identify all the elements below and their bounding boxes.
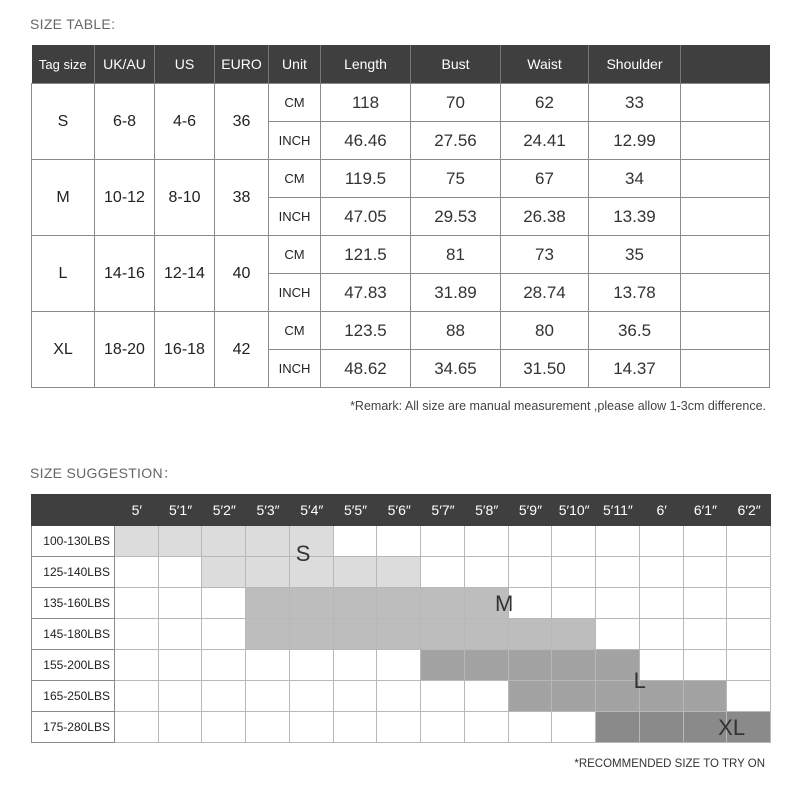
grid-cell [684,619,728,650]
grid-cell [290,650,334,681]
grid-cell [377,619,421,650]
size-suggestion-title: SIZE SUGGESTION： [30,465,178,481]
height-header: 6′ [640,494,684,526]
length-cell: 123.5 [321,312,411,350]
empty-cell [681,274,770,312]
uk-au-cell: 6-8 [95,84,155,160]
bust-cell: 29.53 [411,198,501,236]
weight-row-label: 175-280LBS [31,712,115,743]
grid-cell [465,526,509,557]
length-cell: 47.05 [321,198,411,236]
grid-cell [246,681,290,712]
grid-cell [509,588,553,619]
grid-cell [334,526,378,557]
grid-cell [334,588,378,619]
grid-cell [421,619,465,650]
us-cell: 16-18 [155,312,215,388]
length-cell: 119.5 [321,160,411,198]
grid-cell [509,650,553,681]
grid-cell [202,557,246,588]
grid-cell [640,619,684,650]
height-header: 5′1″ [159,494,203,526]
grid-cell [202,650,246,681]
grid-cell [159,557,203,588]
grid-cell [246,619,290,650]
table-row [32,312,770,350]
grid-cell [246,650,290,681]
grid-cell [202,619,246,650]
grid-cell [509,557,553,588]
shoulder-cell: 36.5 [589,312,681,350]
empty-cell [681,122,770,160]
weight-row-label: 165-250LBS [31,681,115,712]
grid-cell [159,588,203,619]
grid-cell [421,681,465,712]
unit-cell: INCH [269,198,321,236]
height-header: 5′9″ [509,494,553,526]
grid-cell [421,712,465,743]
grid-cell [421,588,465,619]
bust-cell: 34.65 [411,350,501,388]
header-euro: EURO [215,45,269,84]
length-cell: 47.83 [321,274,411,312]
grid-cell [377,526,421,557]
height-header: 5′6″ [377,494,421,526]
height-header: 5′8″ [465,494,509,526]
unit-cell: INCH [269,274,321,312]
grid-cell [727,681,771,712]
euro-cell: 38 [215,160,269,236]
header-tag-size: Tag size [32,45,95,84]
grid-cell [202,526,246,557]
header-shoulder: Shoulder [589,45,681,84]
length-cell: 121.5 [321,236,411,274]
weight-row-label: 155-200LBS [31,650,115,681]
grid-cell [727,619,771,650]
grid-cell [684,557,728,588]
unit-cell: CM [269,160,321,198]
weight-row-label: 135-160LBS [31,588,115,619]
grid-cell [552,681,596,712]
weight-row-label: 125-140LBS [31,557,115,588]
grid-cell [465,681,509,712]
shoulder-cell: 33 [589,84,681,122]
height-header: 5′4″ [290,494,334,526]
grid-cell [377,650,421,681]
height-header: 5′5″ [334,494,378,526]
size-suggestion-grid [31,494,771,744]
unit-cell: CM [269,236,321,274]
waist-cell: 80 [501,312,589,350]
height-header: 5′10″ [552,494,596,526]
grid-cell [202,588,246,619]
length-cell: 48.62 [321,350,411,388]
grid-cell [727,588,771,619]
bust-cell: 75 [411,160,501,198]
waist-cell: 31.50 [501,350,589,388]
header-waist: Waist [501,45,589,84]
grid-cell [640,681,684,712]
grid-cell [552,650,596,681]
empty-cell [681,84,770,122]
zone-size-label: L [633,668,646,693]
grid-cell [115,681,159,712]
grid-cell [115,557,159,588]
waist-cell: 24.41 [501,122,589,160]
shoulder-cell: 14.37 [589,350,681,388]
grid-cell [596,588,640,619]
grid-cell [684,650,728,681]
euro-cell: 42 [215,312,269,388]
grid-cell [115,526,159,557]
empty-cell [681,350,770,388]
grid-cell [552,712,596,743]
unit-cell: CM [269,84,321,122]
grid-cell [159,681,203,712]
shoulder-cell: 12.99 [589,122,681,160]
height-header: 5′2″ [202,494,246,526]
waist-cell: 73 [501,236,589,274]
height-header: 6′1″ [684,494,728,526]
us-cell: 12-14 [155,236,215,312]
bust-cell: 27.56 [411,122,501,160]
zone-size-label: M [495,590,514,616]
grid-cell [552,557,596,588]
header-uk-au: UK/AU [95,45,155,84]
bust-cell: 70 [411,84,501,122]
grid-cell [290,712,334,743]
grid-cell [377,712,421,743]
header-bust: Bust [411,45,501,84]
grid-cell [377,681,421,712]
shoulder-cell: 13.78 [589,274,681,312]
shoulder-cell: 13.39 [589,198,681,236]
euro-cell: 36 [215,84,269,160]
shoulder-cell: 35 [589,236,681,274]
us-cell: 8-10 [155,160,215,236]
grid-cell [115,588,159,619]
grid-cell [159,650,203,681]
grid-cell [202,712,246,743]
grid-cell [159,619,203,650]
waist-cell: 62 [501,84,589,122]
grid-cell [640,712,684,743]
unit-cell: CM [269,312,321,350]
grid-cell [509,619,553,650]
uk-au-cell: 18-20 [95,312,155,388]
grid-cell [159,712,203,743]
table-row [32,84,770,122]
empty-cell [681,312,770,350]
grid-cell [377,557,421,588]
size-table [31,45,770,388]
length-cell: 118 [321,84,411,122]
header-unit: Unit [269,45,321,84]
grid-cell [421,526,465,557]
grid-cell [509,712,553,743]
grid-cell [290,681,334,712]
table-row [32,160,770,198]
us-cell: 4-6 [155,84,215,160]
grid-cell [465,650,509,681]
grid-cell [334,712,378,743]
empty-cell [681,198,770,236]
height-header: 6′2″ [727,494,771,526]
unit-cell: INCH [269,122,321,160]
bust-cell: 88 [411,312,501,350]
size-table-header-row [32,45,770,84]
grid-cell [727,526,771,557]
grid-cell [509,526,553,557]
tag-size-cell: L [32,236,95,312]
weight-row-label: 100-130LBS [31,526,115,557]
waist-cell: 26.38 [501,198,589,236]
grid-cell [684,588,728,619]
grid-cell [115,712,159,743]
grid-cell [246,526,290,557]
grid-cell [596,619,640,650]
grid-cell [465,712,509,743]
zone-size-label: S [295,540,311,566]
grid-cell [202,681,246,712]
recommended-footnote: *RECOMMENDED SIZE TO TRY ON [574,758,765,770]
grid-cell [290,619,334,650]
grid-cell [596,526,640,557]
grid-cell [552,588,596,619]
grid-cell [334,681,378,712]
bust-cell: 81 [411,236,501,274]
grid-cell [596,712,640,743]
grid-cell [727,650,771,681]
unit-cell: INCH [269,350,321,388]
waist-cell: 67 [501,160,589,198]
grid-cell [421,557,465,588]
bust-cell: 31.89 [411,274,501,312]
grid-cell [246,588,290,619]
empty-cell [681,236,770,274]
grid-cell [509,681,553,712]
shoulder-cell: 34 [589,160,681,198]
uk-au-cell: 10-12 [95,160,155,236]
waist-cell: 28.74 [501,274,589,312]
grid-cell [334,619,378,650]
grid-cell [377,588,421,619]
grid-cell [640,588,684,619]
grid-cell [552,619,596,650]
grid-cell [684,526,728,557]
length-cell: 46.46 [321,122,411,160]
grid-corner [31,494,115,526]
grid-cell [640,526,684,557]
table-row [32,236,770,274]
weight-row-label: 145-180LBS [31,619,115,650]
grid-cell [334,557,378,588]
grid-cell [684,681,728,712]
grid-cell [115,619,159,650]
grid-cell [640,557,684,588]
grid-cell [115,650,159,681]
grid-cell [596,557,640,588]
grid-cell [246,557,290,588]
grid-cell [159,526,203,557]
grid-cell [246,712,290,743]
height-header: 5′ [115,494,159,526]
header-us: US [155,45,215,84]
header-length: Length [321,45,411,84]
uk-au-cell: 14-16 [95,236,155,312]
zone-size-label: XL [718,714,746,740]
tag-size-cell: S [32,84,95,160]
size-table-title: SIZE TABLE: [30,16,116,32]
grid-cell [552,526,596,557]
grid-cell [290,588,334,619]
grid-cell [334,650,378,681]
height-header: 5′7″ [421,494,465,526]
measurement-remark: *Remark: All size are manual measurement ,please allow 1-3cm difference. [350,399,766,413]
grid-cell [640,650,684,681]
grid-cell [465,619,509,650]
grid-cell [465,557,509,588]
tag-size-cell: M [32,160,95,236]
euro-cell: 40 [215,236,269,312]
grid-cell [727,557,771,588]
height-header: 5′3″ [246,494,290,526]
grid-cell [421,650,465,681]
header-empty [681,45,770,84]
height-header: 5′11″ [596,494,640,526]
empty-cell [681,160,770,198]
tag-size-cell: XL [32,312,95,388]
